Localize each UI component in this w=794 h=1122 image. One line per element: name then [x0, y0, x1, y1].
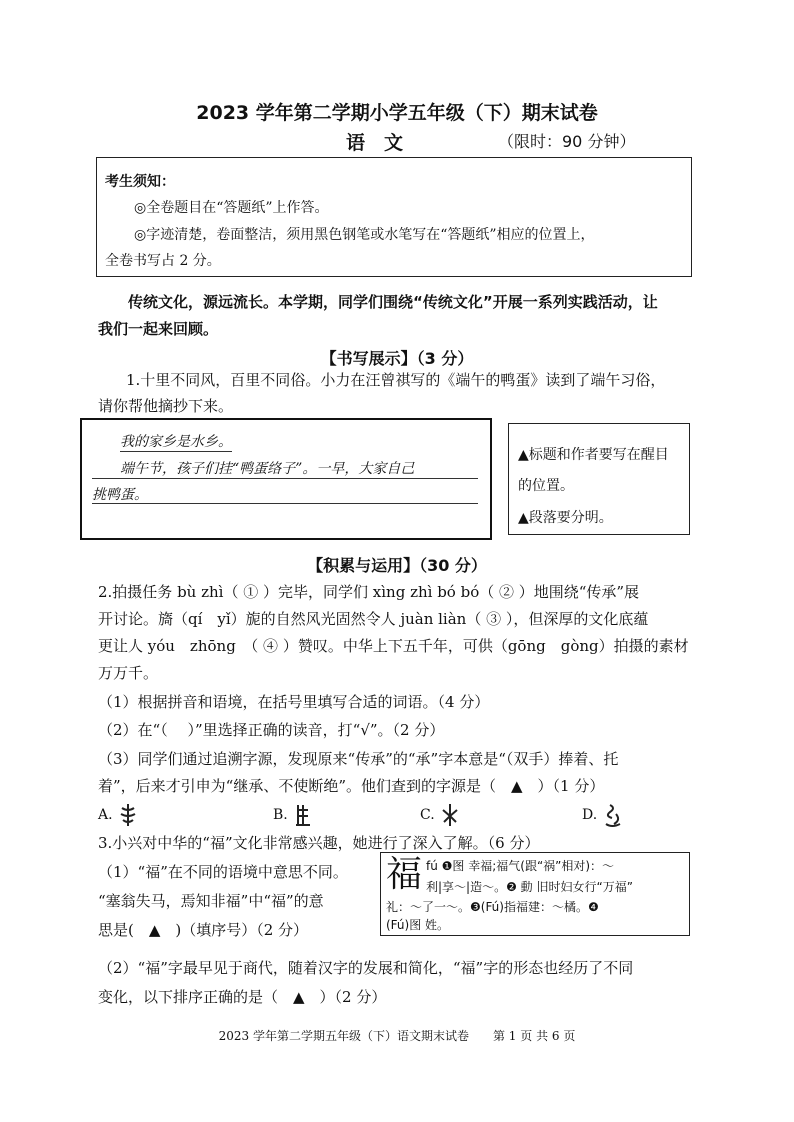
- intro-line-2: 我们一起来回顾。: [98, 320, 219, 338]
- ancient-glyph-d-icon: [602, 802, 624, 828]
- handwriting-line-2: 端午节，孩子们挂“鸭蛋络子”。一早，大家自己: [120, 461, 415, 477]
- q2-3-line-2: 着”，后来才引申为“继承、不使断绝”。他们查到的字源是（ ▲ ）（1 分）: [98, 777, 605, 795]
- handwriting-line-1: [120, 431, 232, 452]
- q2-2: （2）在“（ ）”里选择正确的读音，打“√”。（2 分）: [98, 721, 445, 739]
- time-limit: （限时：90 分钟）: [498, 132, 636, 151]
- dictionary-line-1: fú ❶图 幸福;福气(跟“祸”相对)：～: [426, 859, 615, 873]
- q2-line-4: 万万千。: [98, 664, 159, 682]
- option-b-label: B.: [273, 807, 288, 823]
- dictionary-headword: 福: [386, 854, 423, 895]
- q3-1-line-3: 思是( ▲ )（填序号）（2 分）: [98, 921, 309, 939]
- handwriting-rule-2: [92, 478, 478, 479]
- option-a-label: A.: [98, 807, 113, 823]
- section-accumulation-title: 【积累与运用】（30 分）: [307, 556, 487, 575]
- option-a[interactable]: [98, 802, 139, 828]
- tip-1: ▲标题和作者要写在醒目: [518, 447, 669, 463]
- option-d[interactable]: [582, 802, 624, 828]
- q1-line-2: 请你帮他摘抄下来。: [98, 397, 234, 415]
- ancient-glyph-c-icon: [439, 802, 461, 828]
- handwriting-line-3: 挑鸭蛋。: [92, 487, 148, 503]
- section-writing-title: 【书写展示】（3 分）: [320, 349, 474, 368]
- q3-2-line-2: 变化，以下排序正确的是（ ▲ ）（2 分）: [98, 988, 387, 1006]
- q1-line-1: 1.十里不同风，百里不同俗。小力在汪曾祺写的《端午的鸭蛋》读到了端午习俗，: [126, 371, 666, 389]
- q2-1: （1）根据拼音和语境，在括号里填写合适的词语。（4 分）: [98, 693, 490, 711]
- dictionary-line-2: 利|享～|造～。❷ 動 旧时妇女行“万福”: [426, 880, 633, 894]
- tip-2: 的位置。: [518, 478, 574, 494]
- ancient-glyph-b-icon: [292, 802, 314, 828]
- option-c[interactable]: [420, 802, 461, 828]
- intro-line-1: 传统文化，源远流长。本学期，同学们围绕“传统文化”开展一系列实践活动，让: [128, 293, 658, 311]
- q2-3-line-1: （3）同学们通过追溯字源，发现原来“传承”的“承”字本意是“（双手）捧着、托: [98, 750, 619, 768]
- handwriting-text-1: 我的家乡是水乡。: [120, 431, 232, 452]
- option-d-label: D.: [582, 807, 598, 823]
- dictionary-line-3: 礼：～了一～。❸(Fú)指福建：～橘。❹: [386, 900, 599, 914]
- notice-line-1: ◎全卷题目在“答题纸”上作答。: [134, 200, 329, 216]
- q2-line-2: 开讨论。旖（qí yǐ）旎的自然风光固然令人 juàn liàn（ ③ ），但深厚的文化底蕴: [98, 610, 649, 628]
- notice-line-2: ◎字迹清楚，卷面整洁，须用黑色钢笔或水笔写在“答题纸”相应的位置上，: [134, 227, 595, 243]
- option-c-label: C.: [420, 807, 435, 823]
- tip-3: ▲段落要分明。: [518, 510, 613, 526]
- handwriting-rule-3: [92, 503, 478, 504]
- subject-label: 语 文: [346, 132, 404, 154]
- page-footer: 2023 学年第二学期五年级（下）语文期末试卷 第 1 页 共 6 页: [218, 1029, 576, 1043]
- dictionary-line-4: (Fú)图 姓。: [386, 918, 450, 932]
- exam-title: 2023 学年第二学期小学五年级（下）期末试卷: [196, 102, 598, 124]
- q3-2-line-1: （2）“福”字最早见于商代，随着汉字的发展和简化，“福”字的形态也经历了不同: [98, 959, 634, 977]
- q3-intro: 3.小兴对中华的“福”文化非常感兴趣，她进行了深入了解。（6 分）: [98, 834, 540, 852]
- notice-line-3: 全卷书写占 2 分。: [105, 253, 221, 269]
- ancient-glyph-a-icon: [117, 802, 139, 828]
- q2-line-3: 更让人 yóu zhōng （ ④ ）赞叹。中华上下五千年，可供（gōng gòng）拍摄的素材: [98, 637, 689, 655]
- q3-1-line-2: “塞翁失马，焉知非福”中“福”的意: [98, 892, 324, 910]
- option-b[interactable]: [273, 802, 314, 828]
- q3-1-line-1: （1）“福”在不同的语境中意思不同。: [98, 863, 348, 881]
- notice-heading: 考生须知：: [105, 174, 175, 190]
- q2-line-1: 2.拍摄任务 bù zhì（ ① ）完毕，同学们 xìng zhì bó bó（ ② ）地围绕“传承”展: [98, 583, 640, 601]
